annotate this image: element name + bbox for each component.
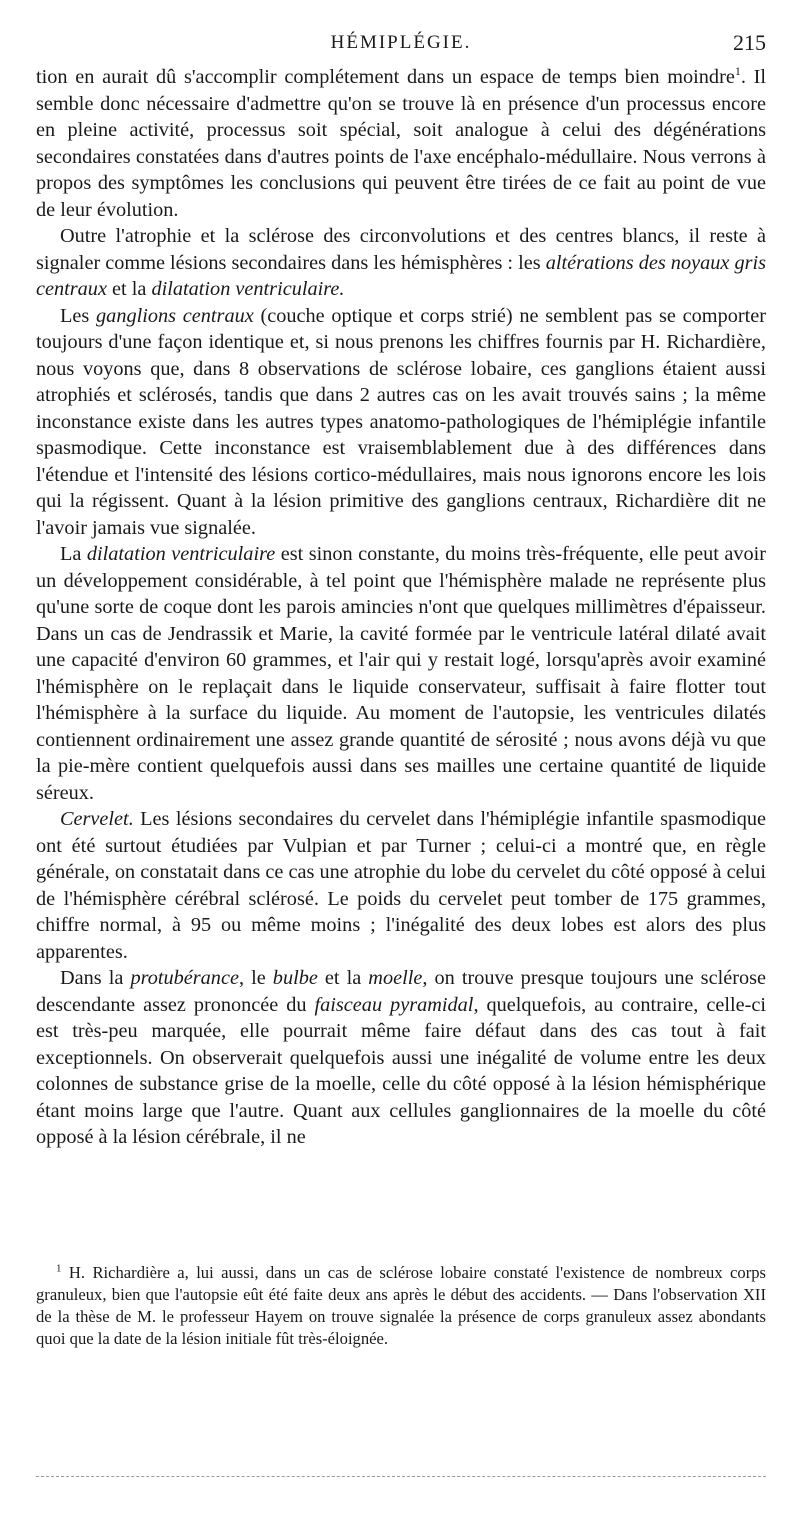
italic-text: dilatation ventriculaire [86, 543, 276, 565]
running-title: HÉMIPLÉGIE. [330, 32, 472, 53]
italic-text: bulbe [272, 967, 318, 989]
running-header [36, 30, 766, 60]
footnote [36, 1262, 766, 1350]
text-run: Les [60, 304, 97, 327]
footnote-number: 1 [56, 1262, 62, 1275]
paragraph [36, 223, 766, 303]
text-run: La [60, 543, 87, 565]
text-run: et la [106, 278, 152, 300]
italic-text: faisceau pyramidal [314, 993, 474, 1016]
text-run: , on trouve presque toujours une sclérose descendante assez prononcée du [36, 967, 766, 1016]
footnote-marker: 1 [734, 64, 741, 79]
paragraph [36, 303, 766, 542]
main-text [36, 64, 766, 1151]
text-run: et la [317, 967, 369, 989]
text-run: , le [238, 967, 273, 989]
text-run: Dans la [60, 967, 131, 989]
italic-text: Cervelet. [60, 808, 134, 830]
text-run: tion en aurait dû s'accomplir complétement dans un espace de temps bien moindre [36, 66, 735, 88]
text-run: . Il semble donc nécessaire d'admettre qu'on se trouve là en présence d'un processus encore en pleine activité, processus soit spécial, soit analogue à celui des dégénérations secondaires constatées dans d'autres points de l'axe encéphalo-médullaire. Nous verrons à propos des symptômes les conclusions qui peuvent être tirées de ce fait au point de vue de leur évolution. [36, 66, 767, 221]
italic-text: moelle [368, 967, 423, 989]
footnote-text: H. Richardière a, lui aussi, dans un cas de sclérose lobaire constaté l'existence de nombreux corps granuleux, bien que l'autopsie eût été faite deux ans après le début des accidents. — Dans l'observation XII de la thèse de M. le professeur Hayem on trouve signalée la présence de corps granuleux assez abondants quoi que la date de la lésion initiale fût très-éloignée. [36, 1263, 766, 1348]
italic-text: ganglions centraux [96, 304, 254, 327]
text-run: est sinon constante, du moins très-fréquente, elle peut avoir un développement considérable, à tel point que l'hémisphère malade ne représente plus qu'une sorte de coque dont les parois amincies n'ont que quelques millimètres d'épaisseur. Dans un cas de Jendrassik et Marie, la cavité formée par le ventricule latéral dilaté avait une capacité d'environ 60 grammes, et l'air qui y restait logé, lorsqu'après avoir examiné l'hémisphère on le replaçait dans le liquide conservateur, suffisait à faire flotter tout l'hémisphère à la surface du liquide. Au moment de l'autopsie, les ventricules dilatés contiennent ordinairement une assez grande quantité de sérosité ; nous avons déjà vu que la pie-mère contient quelquefois aussi dans ses mailles une certaine quantité de liquide séreux. [36, 543, 767, 804]
paragraph [36, 965, 766, 1151]
paragraph [36, 806, 766, 965]
italic-text: dilatation ventriculaire. [151, 278, 345, 300]
bottom-rule [36, 1476, 766, 1477]
text-run: Outre l'atrophie et la sclérose des circonvolutions et des centres blancs, il reste à signaler comme lésions secondaires dans les hémisphères : les [36, 225, 766, 274]
paragraph [36, 541, 766, 806]
footnotes [36, 1262, 766, 1350]
page-number: 215 [733, 30, 766, 55]
text-run: Les lésions secondaires du cervelet dans l'hémiplégie infantile spasmodique ont été surtout étudiées par Vulpian et par Turner ; celui-ci a montré que, en règle générale, on constatait dans ce cas une atrophie du lobe du cervelet du côté opposé à celui de l'hémisphère cérébral sclérosé. Le poids du cervelet peut tomber de 175 grammes, chiffre normal, à 95 ou même moins ; l'inégalité des deux lobes est alors des plus apparentes. [36, 808, 766, 963]
italic-text: altérations des noyaux gris centraux [36, 251, 766, 300]
paragraph [36, 64, 766, 223]
italic-text: protubérance [130, 967, 239, 989]
text-run: , quelquefois, au contraire, celle-ci est très-peu marquée, elle pourrait même faire défaut dans des cas tout à fait exceptionnels. On observerait quelquefois aussi une inégalité de volume entre les deux colonnes de substance grise de la moelle, celle du côté opposé à la lésion hémisphérique étant moins large que l'autre. Quant aux cellules ganglionnaires de la moelle du côté opposé à la lésion cérébrale, il ne [36, 993, 767, 1148]
text-run: (couche optique et corps strié) ne semblent pas se comporter toujours d'une façon identique et, si nous prenons les chiffres fournis par H. Richardière, nous voyons que, dans 8 observations de sclérose lobaire, ces ganglions étaient aussi atrophiés et sclérosés, tandis que dans 2 autres cas on les avait trouvés sains ; la même inconstance existe dans les autres types anatomo-pathologiques de l'hémiplégie infantile spasmodique. Cette inconstance est vraisemblablement due à des différences dans l'étendue et l'intensité des lésions cortico-médullaires, mais nous ignorons encore les lois qui la régissent. Quant à la lésion primitive des ganglions centraux, Richardière dit ne l'avoir jamais vue signalée. [36, 304, 767, 539]
